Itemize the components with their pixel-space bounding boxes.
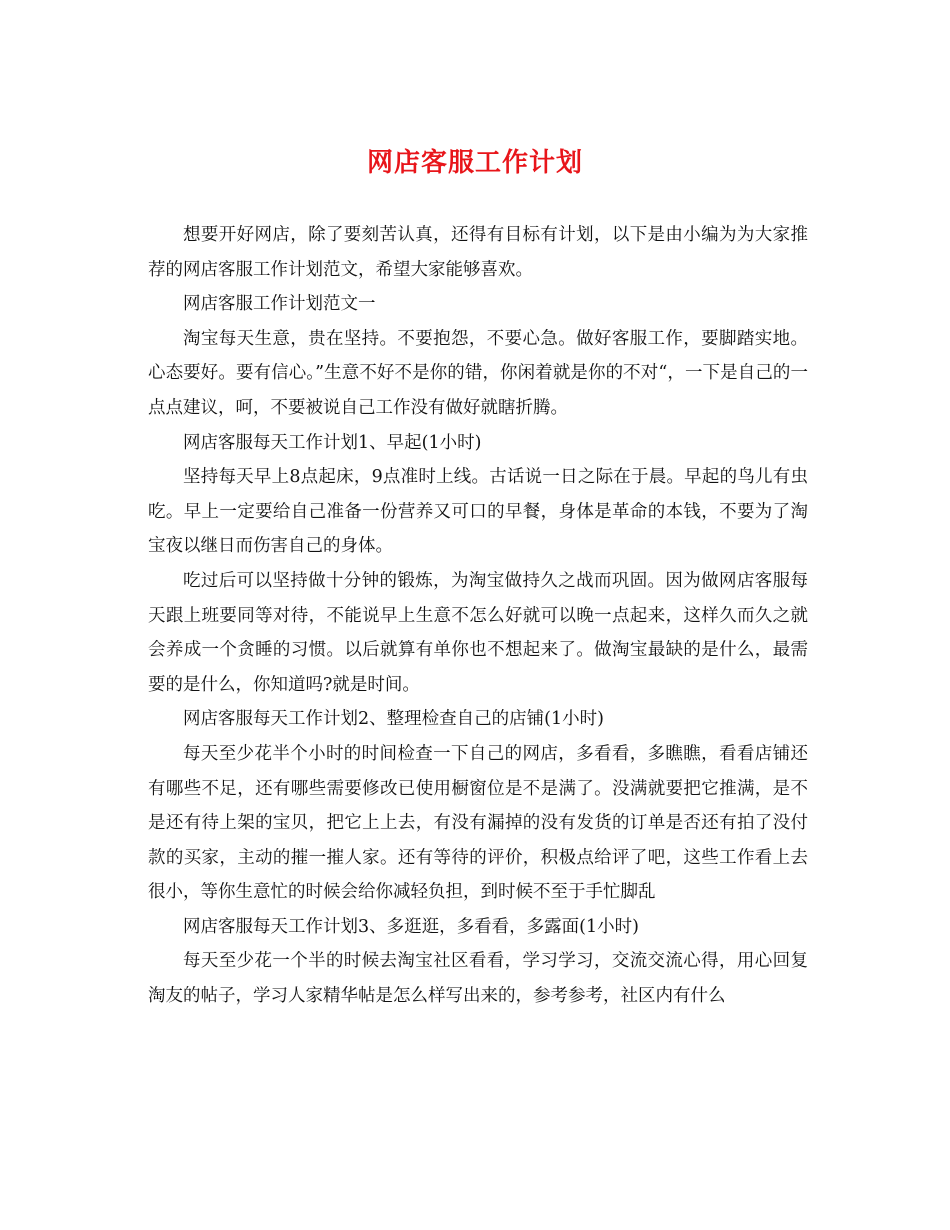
section-heading-sample-one: 网店客服工作计划范文一 (183, 294, 376, 315)
document-title: 网店客服工作计划 (366, 148, 583, 178)
body-paragraph: 坚持每天早上8点起床，9点准时上线。古话说一日之际在于晨。早起的鸟儿有虫吃。早上一定要给自己准备一份营养又可口的早餐，身体是革命的本钱，不要为了淘宝夜以继日而伤害自己的身体。 (148, 467, 808, 557)
plan-heading-3: 网店客服每天工作计划3、多逛逛，多看看，多露面(1小时) (183, 916, 639, 937)
body-paragraph: 每天至少花半个小时的时间检查一下自己的网店，多看看，多瞧瞧，看看店铺还有哪些不足，还有哪些需要修改已使用橱窗位是不是满了。没满就要把它推满，是不是还有待上架的宝贝，把它上上去，有没有漏掉的没有发货的订单是否还有拍了没付款的买家，主动的摧一摧人家。还有等待的评价，积极点给评了吧，这些工作看上去很小，等你生意忙的时候会给你减轻负担，到时候不至于手忙脚乱 (148, 743, 808, 903)
body-paragraph: 淘宝每天生意，贵在坚持。不要抱怨，不要心急。做好客服工作，要脚踏实地。心态要好。要有信心。”生意不好不是你的错，你闲着就是你的不对“，一下是自己的一点点建议，呵，不要被说自己工作没有做好就瞎折腾。 (148, 328, 808, 418)
intro-paragraph: 想要开好网店，除了要刻苦认真，还得有目标有计划，以下是由小编为为大家推荐的网店客服工作计划范文，希望大家能够喜欢。 (148, 225, 808, 280)
document-body (148, 218, 808, 1014)
plan-heading-1: 网店客服每天工作计划1、早起(1小时) (183, 432, 482, 453)
body-paragraph: 每天至少花一个半的时候去淘宝社区看看，学习学习，交流交流心得，用心回复淘友的帖子，学习人家精华帖是怎么样写出来的，参考参考，社区内有什么 (148, 951, 808, 1007)
body-paragraph: 吃过后可以坚持做十分钟的锻炼，为淘宝做持久之战而巩固。因为做网店客服每天跟上班要同等对待，不能说早上生意不怎么好就可以晚一点起来，这样久而久之就会养成一个贪睡的习惯。以后就算有单你也不想起来了。做淘宝最缺的是什么，最需要的是什么，你知道吗?就是时间。 (148, 570, 808, 695)
plan-heading-2: 网店客服每天工作计划2、整理检查自己的店铺(1小时) (183, 709, 604, 730)
